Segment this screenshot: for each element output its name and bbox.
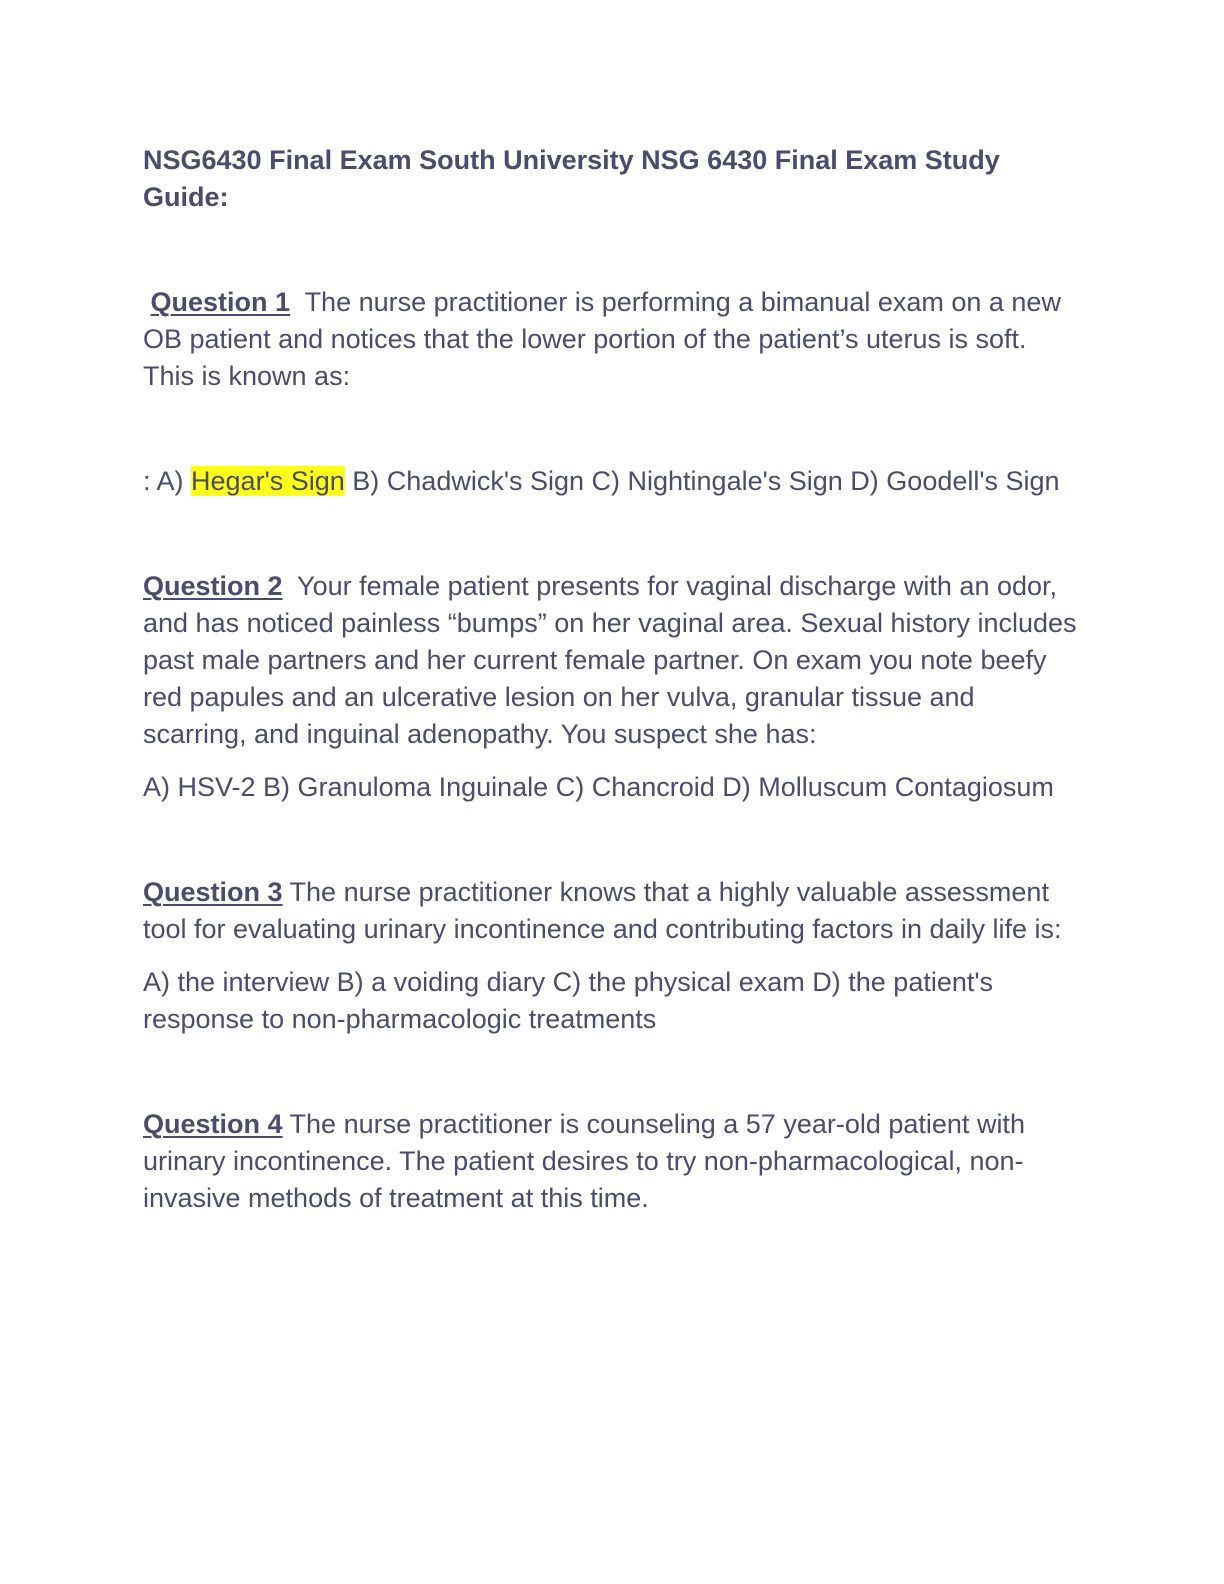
question-3-choices: A) the interview B) a voiding diary C) the physical exam D) the patient's response to non-pharmacologic treatments <box>143 967 994 1034</box>
document-body <box>143 142 1083 1217</box>
question-2-stem <box>143 568 1083 753</box>
question-3-stem <box>143 874 1083 948</box>
question-4-text: The nurse practitioner is counseling a 57 year-old patient with urinary incontinence. The patient desires to try non-pharmacological, non-invasive methods of treatment at this time. <box>143 1109 1025 1213</box>
question-1-label: Question 1 <box>150 287 291 317</box>
question-4-stem <box>143 1106 1083 1217</box>
highlighted-answer: Hegar's Sign <box>191 466 345 496</box>
question-1-choices-rest: B) Chadwick's Sign C) Nightingale's Sign D) Goodell's Sign <box>352 466 1060 496</box>
question-4-label: Question 4 <box>143 1109 283 1139</box>
question-1-choices <box>143 463 1083 500</box>
question-2-choices: A) HSV-2 B) Granuloma Inguinale C) Chancroid D) Molluscum Contagiosum <box>143 772 1054 802</box>
document-title: NSG6430 Final Exam South University NSG 6430 Final Exam Study Guide: <box>143 145 1000 212</box>
question-3-text: The nurse practitioner knows that a highly valuable assessment tool for evaluating urinary incontinence and contributing factors in daily life is: <box>143 877 1062 944</box>
question-2-text: Your female patient presents for vaginal discharge with an odor, and has noticed painless “bumps” on her vaginal area. Sexual history includes past male partners and her current female partner. On exam you note beefy red papules and an ulcerative lesion on her vulva, granular tissue and scarring, and inguinal adenopathy. You suspect she has: <box>143 571 1077 749</box>
question-1-stem <box>143 284 1083 395</box>
question-1-choices-prefix: : A) <box>143 466 184 496</box>
question-1-text: The nurse practitioner is performing a bimanual exam on a new OB patient and notices that the lower portion of the patient’s uterus is soft. This is known as: <box>143 287 1061 391</box>
question-2-label: Question 2 <box>143 571 283 601</box>
question-3-label: Question 3 <box>143 877 283 907</box>
